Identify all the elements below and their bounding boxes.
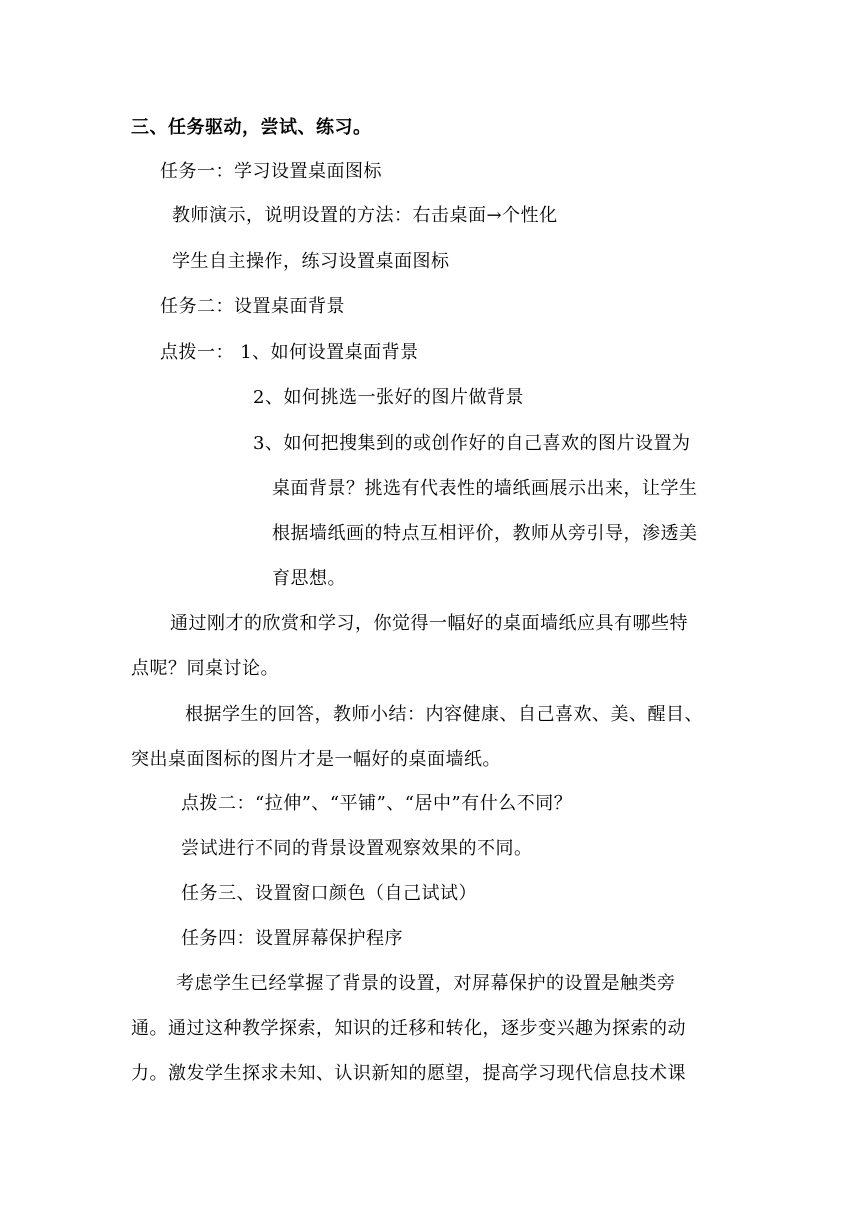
task-one-title: 任务一：学习设置桌面图标 (160, 161, 382, 182)
discussion-line-2: 点呢？同桌讨论。 (131, 658, 279, 679)
hint-one-item-3-line-3: 根据墙纸画的特点互相评价，教师从旁引导，渗透美 (272, 523, 698, 544)
task-three-title: 任务三、设置窗口颜色（自己试试） (181, 883, 477, 904)
task-two-title: 任务二：设置桌面背景 (160, 296, 345, 317)
hint-one-item-3-line-2: 桌面背景？挑选有代表性的墙纸画展示出来，让学生 (272, 478, 698, 499)
hint-one-item-1: 点拨一： 1、如何设置桌面背景 (160, 342, 419, 363)
closing-line-3: 力。激发学生探求未知、认识新知的愿望，提高学习现代信息技术课 (131, 1063, 686, 1084)
student-practice-text: 学生自主操作，练习设置桌面图标 (172, 251, 450, 272)
teacher-demo-text: 教师演示，说明设置的方法：右击桌面→个性化 (172, 205, 558, 226)
hint-two-text: 点拨二：“拉伸”、“平铺”、“居中”有什么不同？ (181, 793, 573, 814)
hint-one-item-3-line-1: 3、如何把搜集到的或创作好的自己喜欢的图片设置为 (253, 433, 691, 454)
task-four-title: 任务四：设置屏幕保护程序 (181, 928, 403, 949)
hint-one-item-3-line-4: 育思想。 (272, 568, 346, 589)
summary-line-2: 突出桌面图标的图片才是一幅好的桌面墙纸。 (131, 749, 501, 770)
discussion-line-1: 通过刚才的欣赏和学习，你觉得一幅好的桌面墙纸应具有哪些特 (170, 613, 688, 634)
closing-line-1: 考虑学生已经掌握了背景的设置，对屏幕保护的设置是触类旁 (176, 973, 676, 994)
try-settings-text: 尝试进行不同的背景设置观察效果的不同。 (181, 838, 533, 859)
hint-one-item-2: 2、如何挑选一张好的图片做背景 (253, 387, 524, 408)
closing-line-2: 通。通过这种教学探索，知识的迁移和转化，逐步变兴趣为探索的动 (131, 1018, 686, 1039)
section-heading: 三、任务驱动，尝试、练习。 (131, 117, 372, 138)
summary-line-1: 根据学生的回答，教师小结：内容健康、自己喜欢、美、醒目、 (185, 704, 703, 725)
